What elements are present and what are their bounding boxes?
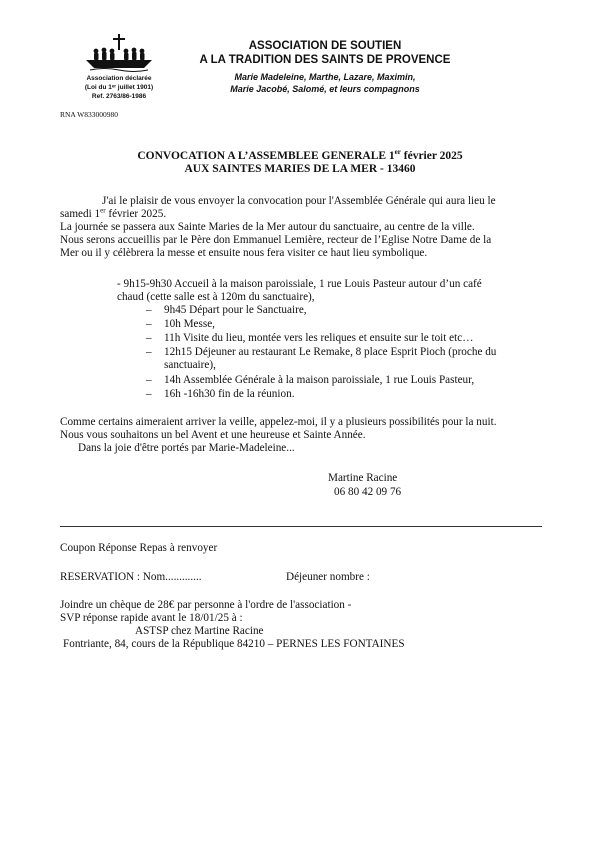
convocation-title: CONVOCATION A L’ASSEMBLEE GENERALE 1er février 2025 [137, 148, 463, 162]
declared-line-2: (Loi du 1ᵉʳ juillet 1901) [84, 84, 154, 91]
reservation-name-field: RESERVATION : Nom............. [60, 571, 202, 583]
signature-name: Martine Racine [328, 472, 398, 484]
saints-line-1: Marie Madeleine, Marthe, Lazare, Maximin, [234, 72, 416, 82]
separator-line [60, 526, 542, 527]
boat-cross-logo-icon [84, 34, 154, 72]
assoc-title-line-1: ASSOCIATION DE SOUTIEN [248, 40, 402, 52]
rna-number: RNA W833000980 [60, 110, 118, 119]
schedule-item: – 9h45 Départ pour le Sanctuaire, [146, 304, 307, 316]
intro-line-1: J'ai le plaisir de vous envoyer la convocation pour l'Assemblée Générale qui aura lieu le [102, 195, 496, 207]
assoc-title-line-2: A LA TRADITION DES SAINTS DE PROVENCE [199, 54, 451, 66]
intro-line-2: samedi 1er février 2025. [60, 206, 167, 220]
schedule-item-accueil: - 9h15-9h30 Accueil à la maison paroissiale, 1 rue Louis Pasteur autour d’un café [117, 278, 482, 290]
coupon-title: Coupon Réponse Repas à renvoyer [60, 542, 218, 554]
svp-line: SVP réponse rapide avant le 18/01/25 à : [60, 612, 243, 624]
schedule-item: – 12h15 Déjeuner au restaurant Le Remake, 8 place Esprit Pioch (proche du [146, 346, 497, 358]
declared-line-3: Ref. 2763/86-1986 [91, 93, 147, 100]
declared-line-1: Association déclarée [86, 75, 152, 82]
schedule-item: – 16h -16h30 fin de la réunion. [146, 388, 295, 400]
address-line: Fontriante, 84, cours de la République 84210 – PERNES LES FONTAINES [63, 638, 405, 650]
intro-line-3: La journée se passera aux Sainte Maries de la Mer autour du sanctuaire, au centre de la ville. [60, 221, 475, 233]
schedule-item-accueil-cont: chaud (cette salle est à 120m du sanctuaire), [117, 291, 315, 303]
schedule-item: – 10h Messe, [146, 318, 215, 330]
closing-line-1: Comme certains aimeraient arriver la veille, appelez-moi, il y a plusieurs possibilités pour la nuit. [60, 416, 497, 428]
intro-line-5: Mer ou il y célèbrera la messe et ensuite nous fera visiter ce haut lieu symbolique. [60, 247, 428, 259]
schedule-item: – 14h Assemblée Générale à la maison paroissiale, 1 rue Louis Pasteur, [146, 374, 475, 386]
cheque-line: Joindre un chèque de 28€ par personne à l'ordre de l'association - [60, 599, 352, 611]
closing-line-3: Dans la joie d'être portés par Marie-Madeleine... [78, 442, 295, 454]
intro-line-4: Nous serons accueillis par le Père don Emmanuel Lemière, recteur de l’Eglise Notre Dame de la [60, 234, 492, 246]
schedule-item: – 11h Visite du lieu, montée vers les reliques et ensuite sur le toit etc… [146, 332, 474, 344]
schedule-item-cont: sanctuaire), [164, 359, 216, 371]
saints-line-2: Marie Jacobé, Salomé, et leurs compagnons [230, 84, 420, 94]
astsp-line: ASTSP chez Martine Racine [135, 625, 264, 637]
dejeuner-count-field: Déjeuner nombre : [286, 571, 370, 583]
closing-line-2: Nous vous souhaitons un bel Avent et une heureuse et Sainte Année. [60, 429, 366, 441]
signature-phone: 06 80 42 09 76 [334, 486, 402, 498]
convocation-subtitle: AUX SAINTES MARIES DE LA MER - 13460 [184, 163, 416, 175]
